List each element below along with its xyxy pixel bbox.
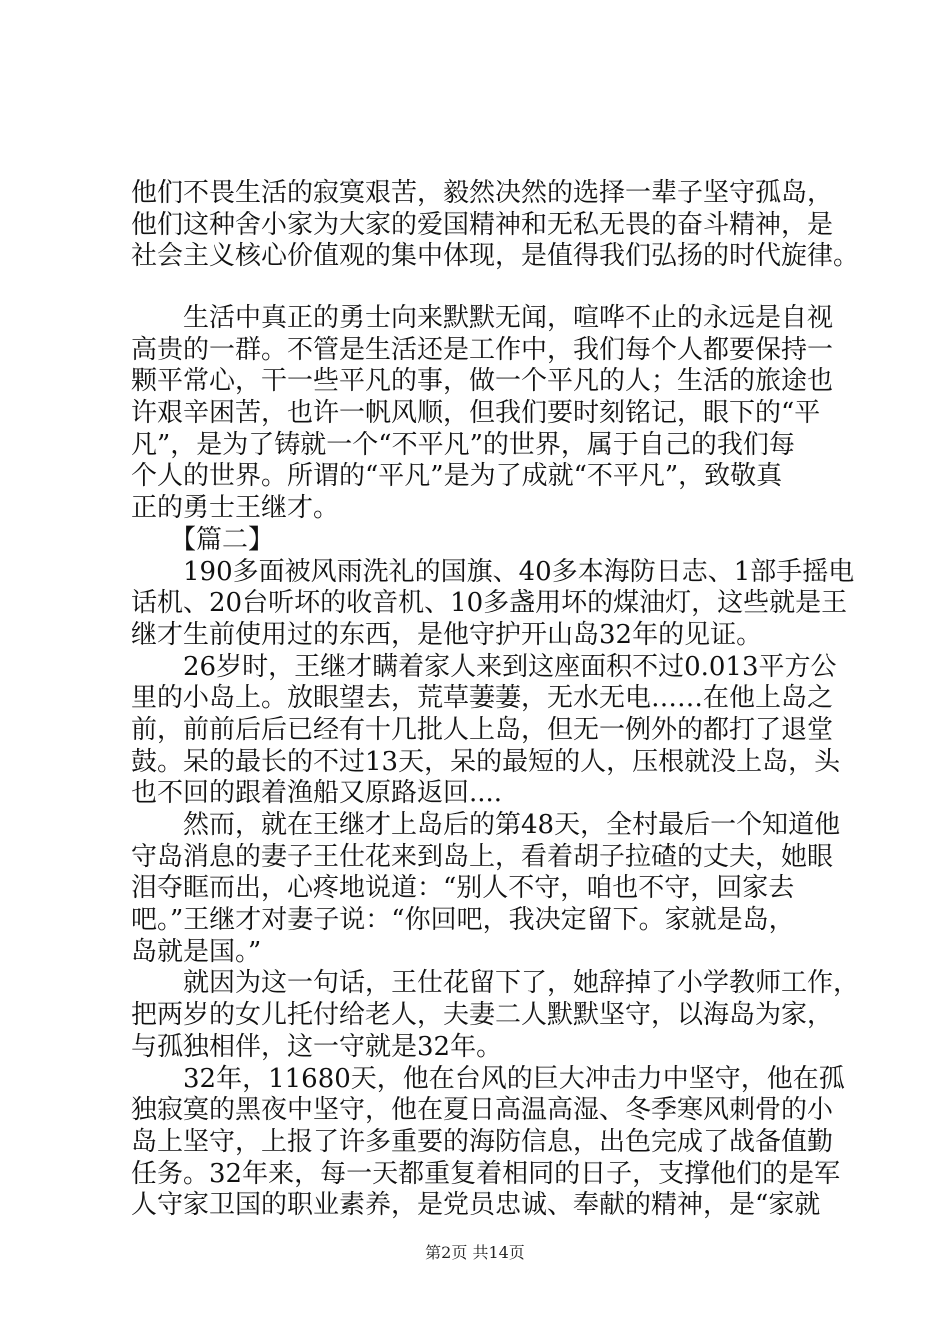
- text-line: 许艰辛困苦，也许一帆风顺，但我们要时刻铭记，眼下的“平: [131, 398, 821, 429]
- text-line: 吧。”王继才对妻子说：“你回吧，我决定留下。家就是岛，: [131, 905, 795, 936]
- text-line: 个人的世界。所谓的“平凡”是为了成就“不平凡”，致敬真: [131, 461, 783, 492]
- text-line: 高贵的一群。不管是生活还是工作中，我们每个人都要保持一: [131, 334, 834, 365]
- text-line: 就因为这一句话，王仕花留下了，她辞掉了小学教师工作，: [131, 968, 860, 999]
- paragraph-block-2: [131, 303, 860, 1222]
- text-line: 社会主义核心价值观的集中体现，是值得我们弘扬的时代旋律。: [131, 241, 860, 272]
- text-line: 然而，就在王继才上岛后的第48天，全村最后一个知道他: [131, 810, 841, 840]
- text-line: 190多面被风雨洗礼的国旗、40多本海防日志、1部手摇电: [131, 556, 855, 587]
- text-line: 岛上坚守，上报了许多重要的海防信息，出色完成了战备值勤: [131, 1126, 834, 1157]
- text-line: 鼓。呆的最长的不过13天，呆的最短的人，压根就没上岛，头: [131, 746, 841, 777]
- text-line: 与孤独相伴，这一守就是32年。: [131, 1031, 503, 1062]
- text-line: 任务。32年来，每一天都重复着相同的日子，支撑他们的是军: [131, 1158, 841, 1189]
- text-line: 把两岁的女儿托付给老人，夫妻二人默默坚守，以海岛为家，: [131, 1000, 834, 1031]
- text-line: 人守家卫国的职业素养，是党员忠诚、奉献的精神，是“家就: [131, 1190, 821, 1221]
- text-line: 正的勇士王继才。: [131, 493, 340, 524]
- text-line: 生活中真正的勇士向来默默无闻，喧哗不止的永远是自视: [131, 303, 834, 333]
- text-line: 凡”，是为了铸就一个“不平凡”的世界，属于自己的我们每: [131, 429, 795, 460]
- text-line: 颗平常心，干一些平凡的事，做一个平凡的人；生活的旅途也: [131, 366, 834, 397]
- page-footer: 第2页 共14页: [425, 1243, 525, 1262]
- text-line: 32年，11680天，他在台风的巨大冲击力中坚守，他在孤: [131, 1063, 845, 1094]
- text-line: 继才生前使用过的东西，是他守护开山岛32年的见证。: [131, 619, 763, 650]
- text-line: 话机、20台听坏的收音机、10多盏用坏的煤油灯，这些就是王: [131, 588, 848, 619]
- text-line: 岛就是国。”: [131, 936, 262, 967]
- text-line: 【篇二】: [131, 524, 275, 555]
- text-line: 泪夺眶而出，心疼地说道：“别人不守，咱也不守，回家去: [131, 873, 795, 904]
- text-line: 他们不畏生活的寂寞艰苦，毅然决然的选择一辈子坚守孤岛，: [131, 178, 834, 208]
- text-line: 也不回的跟着渔船又原路返回....: [131, 778, 503, 809]
- text-line: 里的小岛上。放眼望去，荒草萋萋，无水无电……在他上岛之: [131, 683, 834, 714]
- text-line: 他们这种舍小家为大家的爱国精神和无私无畏的奋斗精神，是: [131, 209, 834, 240]
- text-line: 守岛消息的妻子王仕花来到岛上，看着胡子拉碴的丈夫，她眼: [131, 841, 834, 872]
- text-line: 前，前前后后已经有十几批人上岛，但无一例外的都打了退堂: [131, 714, 834, 745]
- text-line: 26岁时，王继才瞒着家人来到这座面积不过0.013平方公: [131, 651, 837, 682]
- text-line: 独寂寞的黑夜中坚守，他在夏日高温高湿、冬季寒风刺骨的小: [131, 1095, 834, 1126]
- paragraph-block-1: [131, 178, 860, 273]
